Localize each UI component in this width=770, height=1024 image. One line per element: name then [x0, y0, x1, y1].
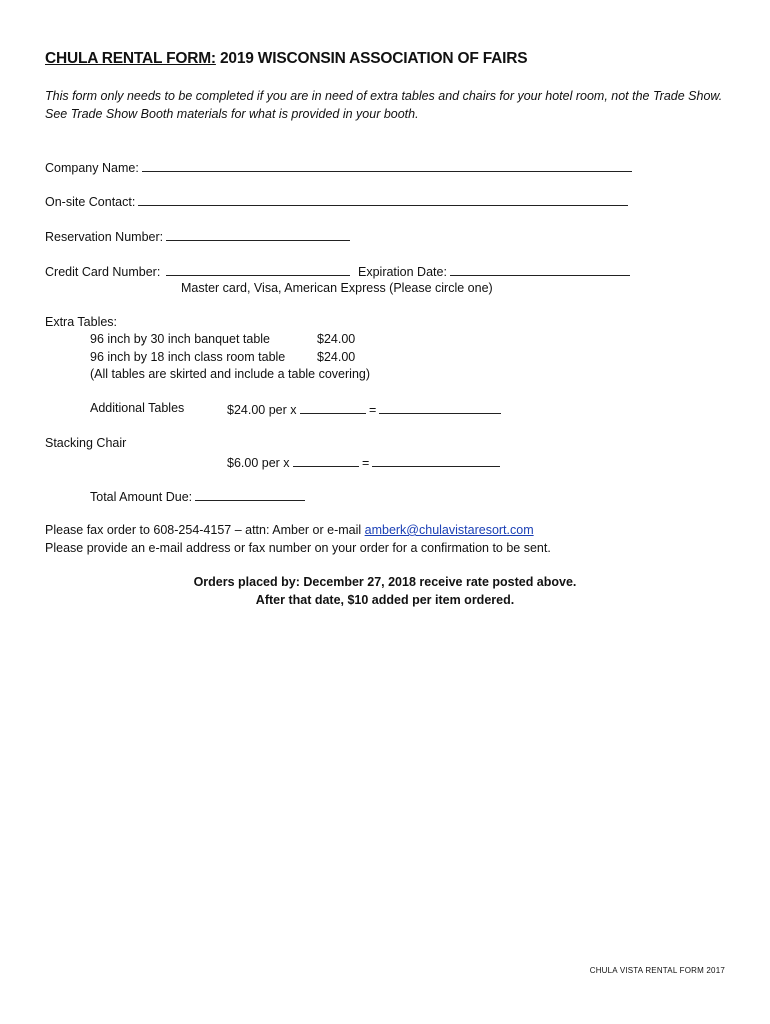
table-item-price: $24.00: [317, 350, 356, 364]
total-amount-blank[interactable]: [195, 488, 305, 501]
deadline-line-2: After that date, $10 added per item ordered.: [255, 593, 515, 607]
additional-tables-rate: $24.00 per x: [227, 403, 297, 417]
reservation-number-blank[interactable]: [166, 228, 350, 241]
fax-instructions: [45, 523, 534, 537]
card-types[interactable]: Master card, Visa, American Express (Please circle one): [181, 281, 493, 295]
table-item-price: $24.00: [317, 332, 356, 346]
stacking-chair-heading: Stacking Chair: [45, 436, 127, 450]
credit-card-blank[interactable]: [166, 263, 350, 276]
expiration-date-label: Expiration Date:: [358, 265, 447, 279]
company-name-blank[interactable]: [142, 159, 632, 172]
extra-tables-heading: Extra Tables:: [45, 315, 118, 329]
onsite-contact-blank[interactable]: [138, 193, 628, 206]
additional-tables-qty-blank[interactable]: [300, 401, 366, 414]
expiration-date-blank[interactable]: [450, 263, 630, 276]
stacking-chair-calc: [227, 454, 500, 470]
equals-sign: =: [368, 403, 377, 417]
intro-text: This form only needs to be completed if you are in need of extra tables and chairs for your hotel room, not the Trade Show. See Trade Show Booth materials for what is provided in your booth.: [45, 89, 723, 121]
title-underlined: CHULA RENTAL FORM:: [45, 50, 216, 67]
deadline-line-1: Orders placed by: December 27, 2018 receive rate posted above.: [193, 575, 577, 589]
additional-tables-total-blank[interactable]: [379, 401, 501, 414]
additional-tables-label: Additional Tables: [90, 401, 185, 415]
page-title: [45, 50, 527, 68]
total-amount-field: [90, 488, 305, 504]
table-item-name: 96 inch by 30 inch banquet table: [90, 332, 270, 346]
fax-line-text: Please fax order to 608-254-4157 – attn: Amber or e-mail: [45, 523, 365, 537]
table-item-name: 96 inch by 18 inch class room table: [90, 350, 286, 364]
tables-note: (All tables are skirted and include a table covering): [90, 367, 371, 381]
credit-card-field: [45, 263, 350, 279]
onsite-contact-label: On-site Contact:: [45, 195, 136, 209]
title-rest: 2019 WISCONSIN ASSOCIATION OF FAIRS: [215, 50, 528, 67]
company-name-field: [45, 159, 632, 175]
onsite-contact-field: [45, 193, 628, 209]
expiration-date-field: [358, 263, 630, 279]
credit-card-label: Credit Card Number:: [45, 265, 161, 279]
stacking-chair-rate: $6.00 per x: [227, 456, 290, 470]
reservation-number-field: [45, 228, 350, 244]
email-link[interactable]: amberk@chulavistaresort.com: [364, 523, 534, 537]
stacking-chair-total-blank[interactable]: [372, 454, 500, 467]
reservation-number-label: Reservation Number:: [45, 230, 164, 244]
page-footer: CHULA VISTA RENTAL FORM 2017: [589, 966, 725, 975]
total-amount-label: Total Amount Due:: [90, 490, 193, 504]
company-name-label: Company Name:: [45, 161, 139, 175]
confirmation-note: Please provide an e-mail address or fax number on your order for a confirmation to be sent.: [45, 541, 551, 555]
equals-sign: =: [362, 456, 370, 470]
stacking-chair-qty-blank[interactable]: [293, 454, 359, 467]
additional-tables-calc: [227, 401, 501, 417]
